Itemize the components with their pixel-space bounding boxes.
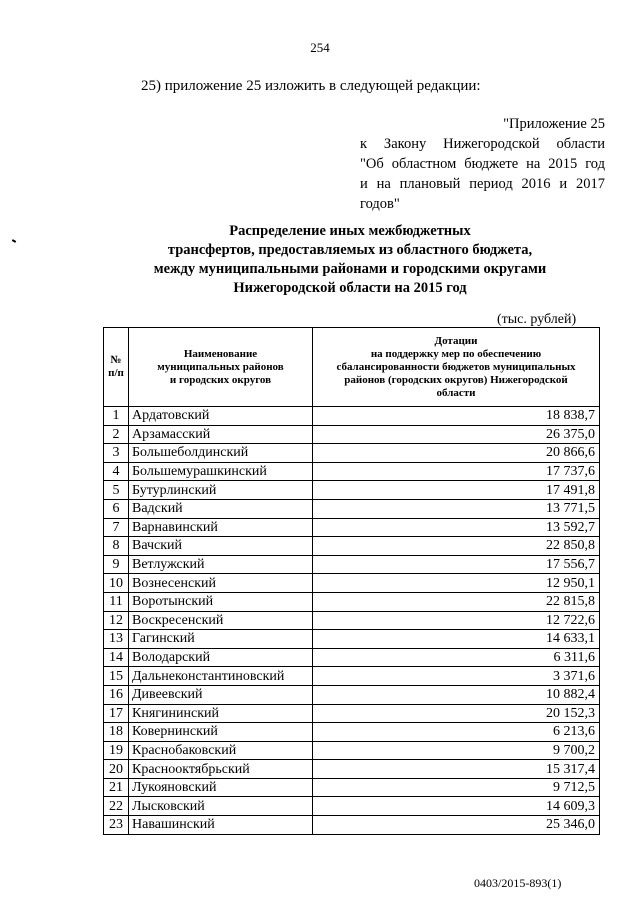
row-value: 3 371,6 [313, 667, 600, 686]
table-row [104, 667, 600, 686]
row-value: 22 815,8 [313, 592, 600, 611]
table-row [104, 574, 600, 593]
header-value [313, 328, 600, 407]
row-value: 13 592,7 [313, 518, 600, 537]
header-value-line-5: области [436, 386, 476, 399]
header-value-line-1: Дотации [434, 334, 478, 347]
row-name: Гагинский [129, 630, 313, 649]
row-number: 5 [104, 481, 129, 500]
row-name: Большеболдинский [129, 444, 313, 463]
title-line-4: Нижегородской области на 2015 год [233, 280, 467, 296]
table-row [104, 723, 600, 742]
row-value: 26 375,0 [313, 425, 600, 444]
row-number: 23 [104, 816, 129, 835]
row-number: 4 [104, 462, 129, 481]
table-row [104, 685, 600, 704]
row-name: Дальнеконстантиновский [129, 667, 313, 686]
table-row [104, 537, 600, 556]
unit-label: (тыс. рублей) [497, 312, 577, 327]
row-number: 16 [104, 685, 129, 704]
row-value: 15 317,4 [313, 760, 600, 779]
table-row [104, 816, 600, 835]
row-name: Вачский [129, 537, 313, 556]
row-value: 12 950,1 [313, 574, 600, 593]
row-value: 25 346,0 [313, 816, 600, 835]
row-name: Княгининский [129, 704, 313, 723]
table-row [104, 425, 600, 444]
row-name: Краснобаковский [129, 741, 313, 760]
row-name: Володарский [129, 648, 313, 667]
table-row [104, 481, 600, 500]
header-number [104, 328, 129, 407]
table-row [104, 797, 600, 816]
table-row [104, 630, 600, 649]
row-name: Арзамасский [129, 425, 313, 444]
row-number: 13 [104, 630, 129, 649]
appendix-note [360, 114, 605, 214]
row-number: 20 [104, 760, 129, 779]
row-name: Лукояновский [129, 778, 313, 797]
row-value: 14 633,1 [313, 630, 600, 649]
row-value: 20 152,3 [313, 704, 600, 723]
row-number: 9 [104, 555, 129, 574]
intro-text: 25) приложение 25 изложить в следующей редакции: [141, 78, 481, 94]
table-row [104, 555, 600, 574]
row-name: Воскресенский [129, 611, 313, 630]
row-name: Воротынский [129, 592, 313, 611]
table-row [104, 518, 600, 537]
title-line-1: Распределение иных межбюджетных [229, 223, 471, 239]
row-value: 14 609,3 [313, 797, 600, 816]
footer-code: 0403/2015-893(1) [474, 876, 562, 890]
row-number: 2 [104, 425, 129, 444]
row-number: 19 [104, 741, 129, 760]
row-name: Вознесенский [129, 574, 313, 593]
row-value: 6 213,6 [313, 723, 600, 742]
row-name: Краснооктябрьский [129, 760, 313, 779]
document-title [100, 222, 600, 298]
row-number: 18 [104, 723, 129, 742]
row-name: Навашинский [129, 816, 313, 835]
row-number: 8 [104, 537, 129, 556]
row-name: Дивеевский [129, 685, 313, 704]
header-name [129, 328, 313, 407]
row-name: Ветлужский [129, 555, 313, 574]
appendix-line-1: "Приложение 25 [503, 116, 605, 132]
appendix-line-3: "Об областном бюджете на 2015 год [360, 156, 605, 172]
row-number: 7 [104, 518, 129, 537]
row-value: 20 866,6 [313, 444, 600, 463]
table-row [104, 704, 600, 723]
table-row [104, 407, 600, 426]
row-value: 10 882,4 [313, 685, 600, 704]
row-value: 22 850,8 [313, 537, 600, 556]
table-row [104, 778, 600, 797]
header-name-line-1: Наименование [183, 347, 258, 360]
row-number: 17 [104, 704, 129, 723]
row-name: Вадский [129, 499, 313, 518]
row-number: 14 [104, 648, 129, 667]
row-value: 17 491,8 [313, 481, 600, 500]
header-value-line-2: на поддержку мер по обеспечению [370, 347, 542, 360]
header-name-line-2: муниципальных районов [157, 360, 284, 373]
appendix-line-5: годов" [360, 196, 400, 212]
table-row [104, 462, 600, 481]
header-number-line-2: п/п [108, 367, 124, 379]
table-row [104, 499, 600, 518]
row-number: 10 [104, 574, 129, 593]
header-name-line-3: и городских округов [169, 373, 272, 386]
row-value: 17 556,7 [313, 555, 600, 574]
row-value: 9 712,5 [313, 778, 600, 797]
row-number: 12 [104, 611, 129, 630]
row-name: Ковернинский [129, 723, 313, 742]
row-name: Бутурлинский [129, 481, 313, 500]
row-name: Варнавинский [129, 518, 313, 537]
row-value: 17 737,6 [313, 462, 600, 481]
row-value: 12 722,6 [313, 611, 600, 630]
table-row [104, 648, 600, 667]
table-row [104, 611, 600, 630]
row-number: 11 [104, 592, 129, 611]
header-number-line-1: № [110, 354, 122, 366]
row-name: Большемурашкинский [129, 462, 313, 481]
table-body [104, 407, 600, 835]
table-row [104, 592, 600, 611]
row-number: 22 [104, 797, 129, 816]
row-number: 1 [104, 407, 129, 426]
title-line-3: между муниципальными районами и городскими округами [153, 261, 547, 277]
table-row [104, 444, 600, 463]
appendix-line-4: и на плановый период 2016 и 2017 [360, 176, 605, 192]
row-value: 6 311,6 [313, 648, 600, 667]
scan-mark [12, 239, 16, 243]
row-number: 3 [104, 444, 129, 463]
header-value-line-4: районов (городских округов) Нижегородской [344, 373, 568, 386]
table-row [104, 760, 600, 779]
header-value-line-3: сбалансированности бюджетов муниципальных [336, 360, 576, 373]
table-row [104, 741, 600, 760]
title-line-2: трансфертов, предоставляемых из областного бюджета, [167, 242, 533, 258]
row-value: 18 838,7 [313, 407, 600, 426]
row-value: 13 771,5 [313, 499, 600, 518]
transfers-table [103, 327, 600, 835]
table-header-row [104, 328, 600, 407]
page-number: 254 [310, 40, 330, 55]
row-name: Ардатовский [129, 407, 313, 426]
row-number: 6 [104, 499, 129, 518]
row-number: 15 [104, 667, 129, 686]
row-number: 21 [104, 778, 129, 797]
appendix-line-2: к Закону Нижегородской области [360, 136, 605, 152]
row-value: 9 700,2 [313, 741, 600, 760]
row-name: Лысковский [129, 797, 313, 816]
